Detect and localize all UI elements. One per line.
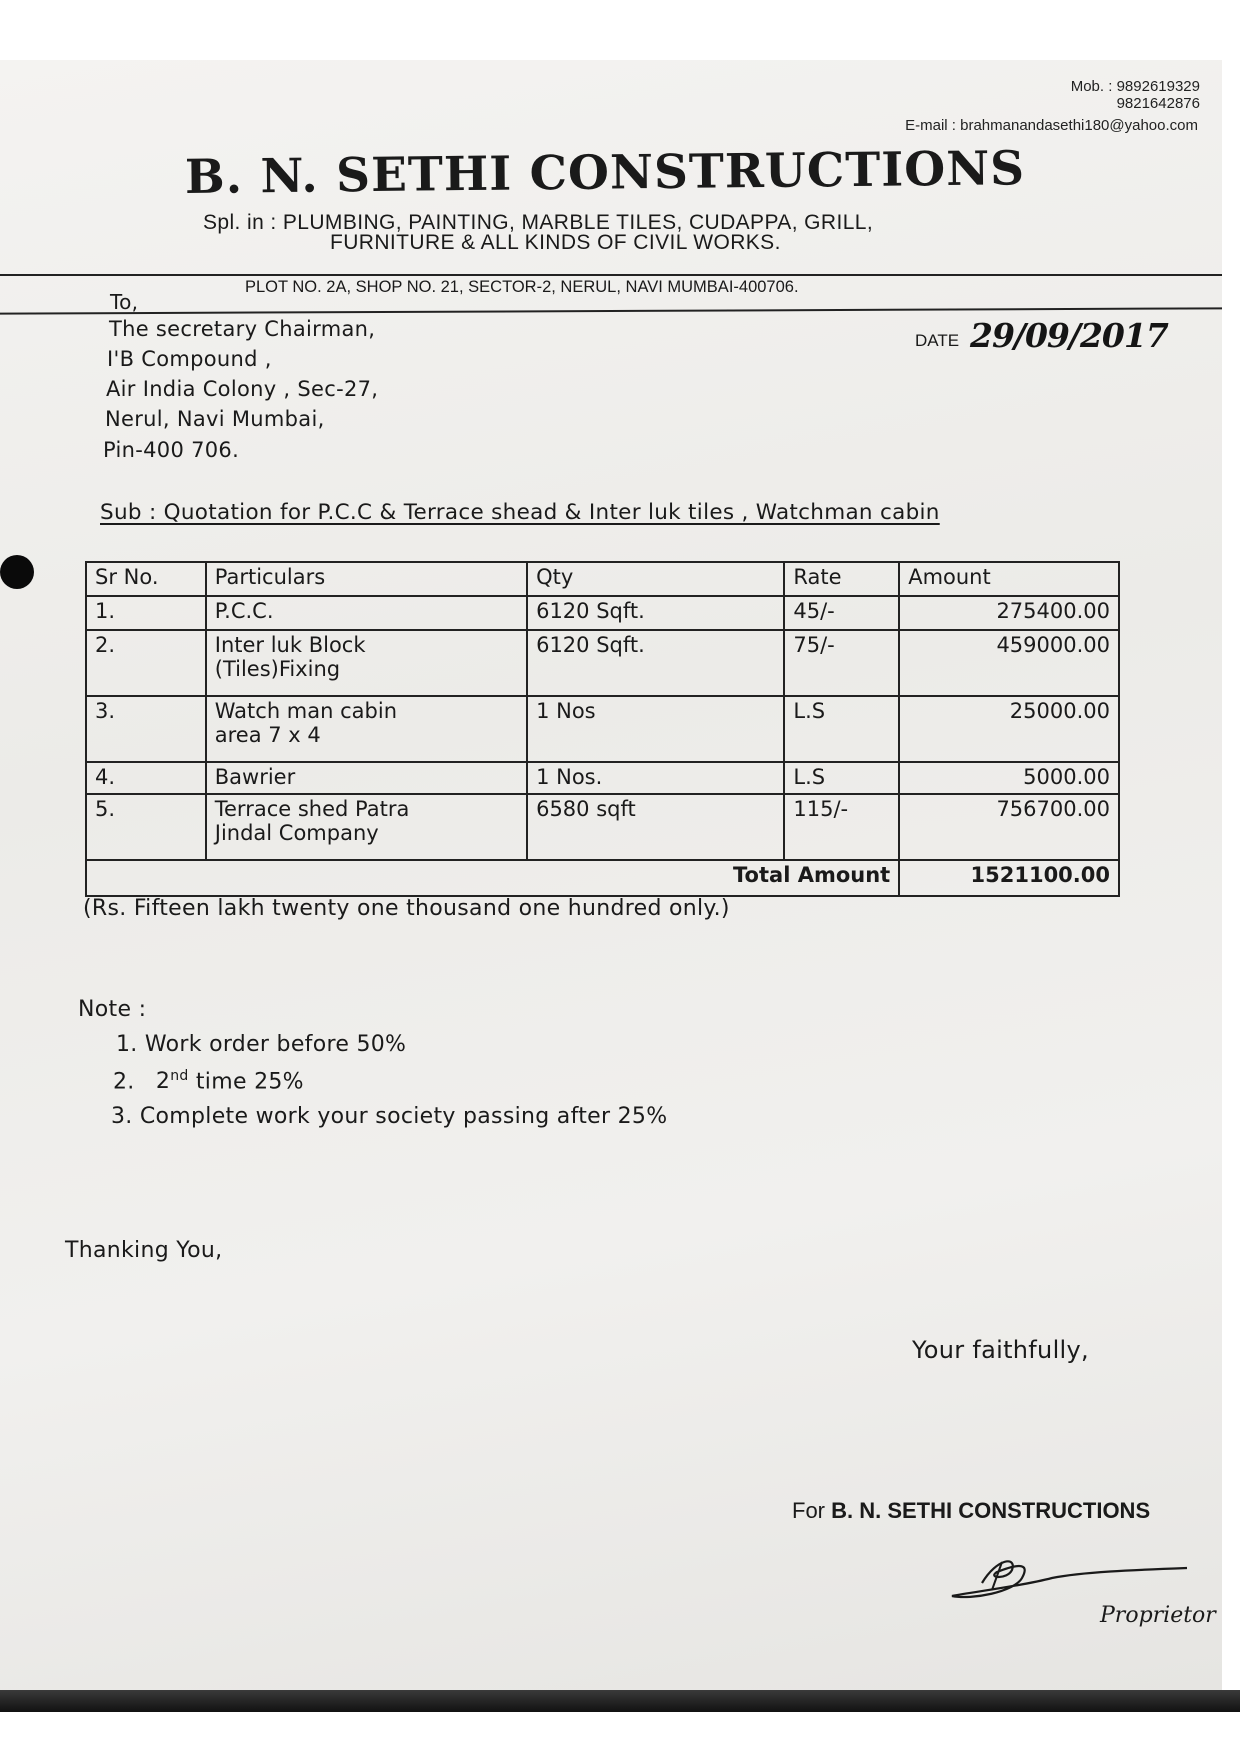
note-item-1: [116, 1032, 406, 1057]
recipient-line-4: Nerul, Navi Mumbai,: [105, 407, 325, 431]
cell-particulars: [206, 630, 527, 696]
cell-particulars: [206, 762, 527, 794]
cell-qty: 6120 Sqft.: [527, 630, 784, 696]
subject-line: Sub : Quotation for P.C.C & Terrace shead & Inter luk tiles , Watchman cabin: [100, 500, 940, 525]
signature: [942, 1548, 1192, 1608]
valediction: Your faithfully,: [912, 1336, 1089, 1364]
note-item-2: [113, 1068, 304, 1094]
table-row: [86, 794, 1119, 860]
cell-sr: 1.: [86, 596, 206, 630]
cell-particulars: [206, 596, 527, 630]
mobile-number-1: Mob. : 9892619329: [1070, 78, 1200, 95]
cell-rate: L.S: [784, 696, 899, 762]
company-name: B. N. SETHI CONSTRUCTIONS: [184, 141, 1026, 205]
note-text-superscript: nd: [170, 1068, 189, 1084]
table-row: [86, 696, 1119, 762]
particulars-line-2: (Tiles)Fixing: [214, 657, 341, 681]
scan-edge-shadow: [0, 1690, 1240, 1712]
note-text: time 25%: [188, 1069, 304, 1095]
for-company-line: [792, 1498, 1150, 1524]
note-title: Note :: [78, 997, 147, 1022]
cell-rate: L.S: [784, 762, 899, 794]
particulars-line-1: Watch man cabin: [214, 699, 398, 723]
header-sr-no: Sr No.: [86, 562, 206, 596]
cell-qty: 6120 Sqft.: [527, 596, 784, 630]
header-particulars: Particulars: [206, 562, 527, 596]
cell-rate: 45/-: [784, 596, 899, 630]
cell-amount: 275400.00: [899, 596, 1119, 630]
letterhead-address: PLOT NO. 2A, SHOP NO. 21, SECTOR-2, NERUL, NAVI MUMBAI-400706.: [245, 278, 799, 296]
particulars-line-1: Inter luk Block: [214, 633, 366, 657]
letterhead-divider-top: [0, 274, 1222, 276]
signatory-title: Proprietor: [1100, 1603, 1216, 1628]
note-text: Complete work your society passing after 25%: [139, 1104, 668, 1129]
cell-sr: 5.: [86, 794, 206, 860]
particulars-line-1: P.C.C.: [214, 599, 274, 623]
cell-qty: 1 Nos: [527, 696, 784, 762]
table-row: [86, 630, 1119, 696]
cell-amount: 459000.00: [899, 630, 1119, 696]
specialization-line-2: FURNITURE & ALL KINDS OF CIVIL WORKS.: [330, 231, 781, 254]
thanking-line: Thanking You,: [65, 1238, 223, 1263]
note-number: 2.: [113, 1069, 135, 1095]
recipient-line-1: The secretary Chairman,: [109, 317, 376, 341]
cell-amount: 5000.00: [899, 762, 1119, 794]
header-amount: Amount: [899, 562, 1119, 596]
cell-sr: 3.: [86, 696, 206, 762]
letterhead-email: E-mail : brahmanandasethi180@yahoo.com: [905, 117, 1198, 134]
salutation: To,: [110, 290, 139, 314]
table-header-row: [86, 562, 1119, 596]
amount-in-words: (Rs. Fifteen lakh twenty one thousand one hundred only.): [83, 896, 730, 921]
table-row: [86, 596, 1119, 630]
recipient-line-2: I'B Compound ,: [107, 347, 272, 371]
note-number: 1.: [116, 1032, 138, 1057]
cell-rate: 115/-: [784, 794, 899, 860]
mobile-number-2: 9821642876: [1116, 95, 1200, 112]
particulars-line-1: Bawrier: [214, 765, 296, 789]
quotation-table: [85, 561, 1120, 897]
total-label: Total Amount: [86, 860, 899, 896]
letterhead-mobile: [1071, 78, 1200, 112]
header-qty: Qty: [527, 562, 784, 596]
cell-particulars: [206, 794, 527, 860]
punch-hole: [0, 555, 34, 589]
cell-sr: 2.: [86, 630, 206, 696]
total-row: [86, 860, 1119, 896]
cell-qty: 1 Nos.: [527, 762, 784, 794]
cell-amount: 25000.00: [899, 696, 1119, 762]
for-company-name: B. N. SETHI CONSTRUCTIONS: [825, 1498, 1151, 1523]
note-number: 3.: [111, 1104, 133, 1129]
particulars-line-2: Jindal Company: [214, 821, 379, 845]
cell-amount: 756700.00: [899, 794, 1119, 860]
particulars-line-2: area 7 x 4: [214, 723, 321, 747]
table-row: [86, 762, 1119, 794]
recipient-line-3: Air India Colony , Sec-27,: [106, 377, 379, 401]
cell-rate: 75/-: [784, 630, 899, 696]
note-text: Work order before 50%: [144, 1032, 407, 1057]
note-text-prefix: 2: [155, 1069, 171, 1095]
date-value: 29/09/2017: [970, 316, 1168, 355]
for-prefix: For: [792, 1498, 825, 1523]
note-item-3: [111, 1104, 667, 1129]
date-label: DATE: [915, 331, 960, 350]
cell-particulars: [206, 696, 527, 762]
total-value: 1521100.00: [899, 860, 1119, 896]
recipient-line-5: Pin-400 706.: [103, 438, 240, 462]
specialization-line-1: Spl. in : PLUMBING, PAINTING, MARBLE TILES, CUDAPPA, GRILL,: [203, 211, 874, 234]
particulars-line-1: Terrace shed Patra: [214, 797, 410, 821]
cell-qty: 6580 sqft: [527, 794, 784, 860]
header-rate: Rate: [784, 562, 899, 596]
cell-sr: 4.: [86, 762, 206, 794]
